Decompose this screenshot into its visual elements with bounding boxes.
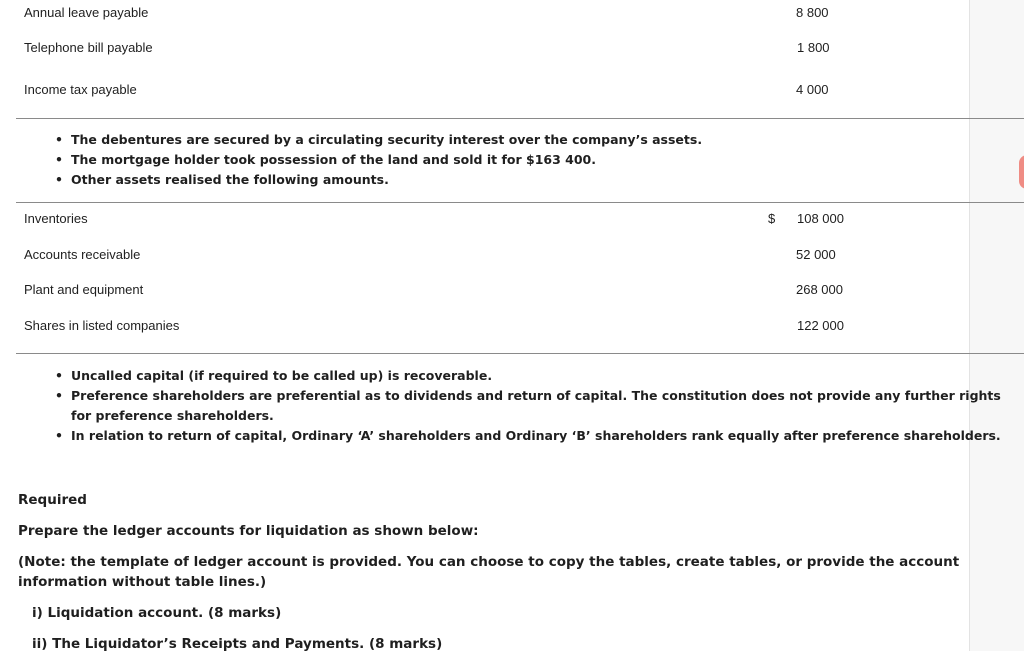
side-feedback-tab[interactable]	[1019, 155, 1024, 189]
divider	[16, 118, 1024, 119]
table-row-value: 8 800	[796, 5, 829, 20]
required-item-1: i) Liquidation account. (8 marks)	[32, 605, 282, 621]
table-row-label: Plant and equipment	[24, 282, 144, 297]
list-item: • Preference shareholders are preferential as to dividends and return of capital. The constitution does not provide any further rights for preference shareholders.	[55, 386, 1005, 426]
required-heading: Required	[18, 492, 87, 508]
table-row-value: 268 000	[796, 282, 843, 297]
divider	[16, 202, 1024, 203]
table-row-label: Inventories	[24, 211, 88, 226]
list-item: • In relation to return of capital, Ordinary ‘A’ shareholders and Ordinary ‘B’ shareholders rank equally after preference shareholders.	[55, 426, 1005, 446]
bullet-list-2	[55, 366, 1005, 446]
currency-symbol: $	[768, 211, 776, 226]
table-row-label: Telephone bill payable	[24, 40, 153, 55]
required-instruction: Prepare the ledger accounts for liquidation as shown below:	[18, 523, 479, 539]
table-row-label: Accounts receivable	[24, 247, 141, 262]
required-item-2: ii) The Liquidator’s Receipts and Payments. (8 marks)	[32, 636, 443, 652]
list-item: • Other assets realised the following amounts.	[55, 170, 702, 190]
list-item: • Uncalled capital (if required to be called up) is recoverable.	[55, 366, 1005, 386]
list-item: • The mortgage holder took possession of the land and sold it for $163 400.	[55, 150, 702, 170]
bullet-list-1	[55, 130, 702, 190]
divider	[16, 353, 1024, 354]
table-row-label: Income tax payable	[24, 82, 137, 97]
table-row-value: 108 000	[797, 211, 844, 226]
table-row-value: 122 000	[797, 318, 844, 333]
table-row-value: 52 000	[796, 247, 836, 262]
table-row-label: Shares in listed companies	[24, 318, 180, 333]
table-row-label: Annual leave payable	[24, 5, 149, 20]
required-note: (Note: the template of ledger account is provided. You can choose to copy the tables, create tables, or provide the account information without table lines.)	[18, 554, 960, 590]
list-item: • The debentures are secured by a circulating security interest over the company’s assets.	[55, 130, 702, 150]
table-row-value: 1 800	[797, 40, 830, 55]
table-row-value: 4 000	[796, 82, 829, 97]
